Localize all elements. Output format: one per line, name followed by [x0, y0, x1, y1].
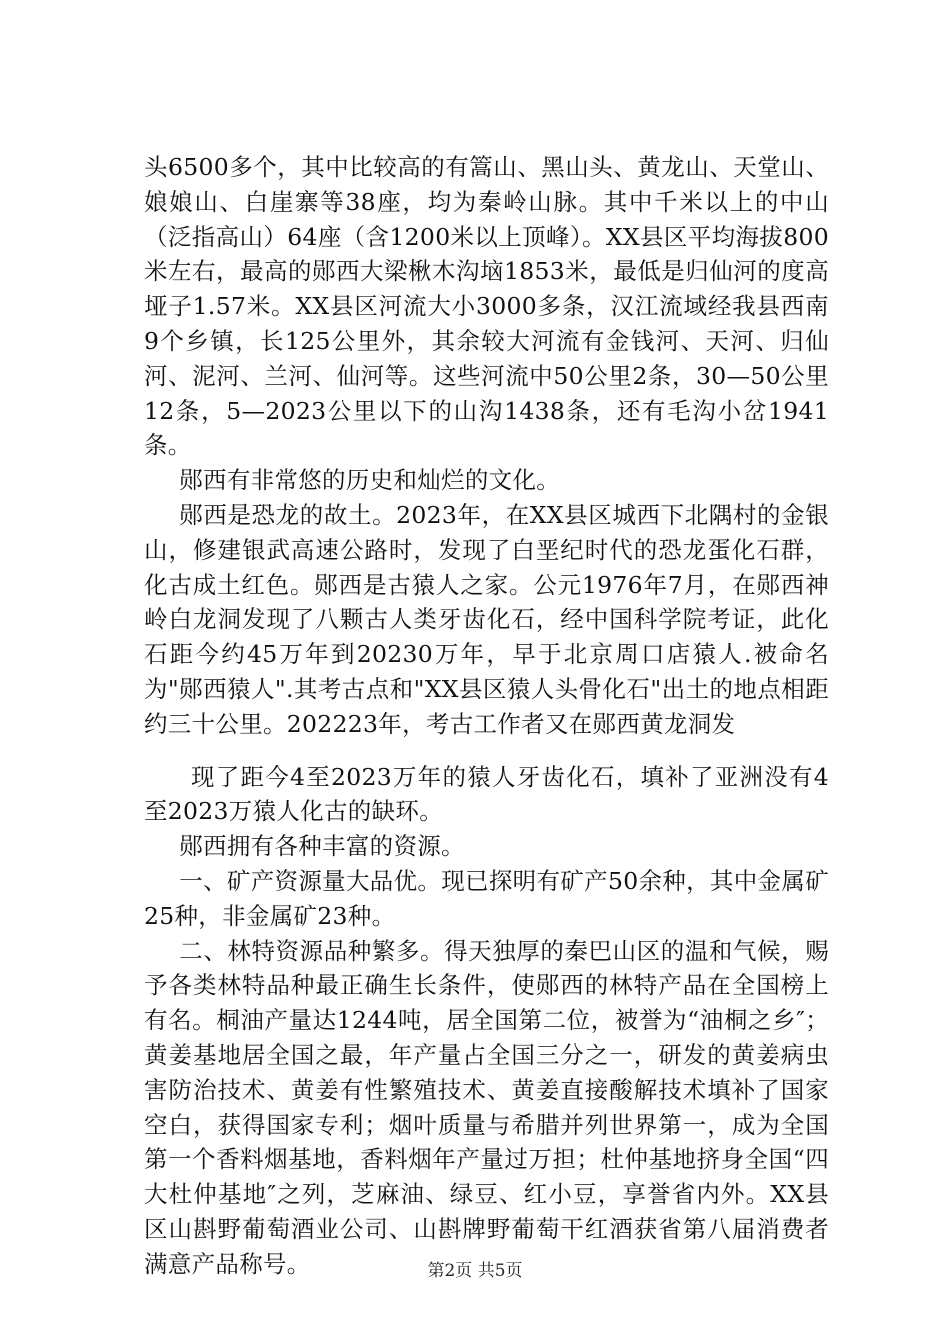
paragraph-forest-resources: 二、林特资源品种繁多。得天独厚的秦巴山区的温和气候，赐予各类林特品种最正确生长条件，使郧西的林特产品在全国榜上有名。桐油产量达1244吨，居全国第二位，被誉为“油桐之乡″；黄姜基地居全国之最，年产量占全国三分之一，研发的黄姜病虫害防治技术、黄姜有性繁殖技术、黄姜直接酸解技术填补了国家空白，获得国家专利；烟叶质量与希腊并列世界第一，成为全国第一个香料烟基地，香料烟年产量过万担；杜仲基地挤身全国“四大杜仲基地″之列，芝麻油、绿豆、红小豆，享誉省内外。XX县区山斟野葡萄酒业公司、山斟牌野葡萄干红酒获省第八届消费者满意产品称号。 [144, 936, 829, 1278]
paragraph-terrain-rivers: 头6500多个，其中比较高的有篙山、黑山头、黄龙山、天堂山、娘娘山、白崖寨等38座，均为秦岭山脉。其中千米以上的中山（泛指高山）64座（含1200米以上顶峰）。XX县区平均海拔800米左右，最高的郧西大梁楸木沟垴1853米，最低是归仙河的度高垭子1.57米。XX县区河流大小3000多条，汉江流域经我县西南9个乡镇，长125公里外，其余较大河流有金钱河、天河、归仙河、泥河、兰河、仙河等。这些河流中50公里2条，30—50公里12条，5—2023公里以下的山沟1438条，还有毛沟小岔1941条。 [144, 153, 829, 460]
paragraph-mineral-resources: 一、矿产资源量大品优。现已探明有矿产50余种，其中金属矿25种，非金属矿23种。 [144, 866, 829, 930]
paragraph-ape-teeth: 现了距今4至2023万年的猿人牙齿化石，填补了亚洲没有4至2023万猿人化古的缺环。 [144, 762, 829, 826]
document-body [144, 150, 829, 1282]
page-number-footer: 第2页 共5页 [427, 1261, 523, 1281]
paragraph-resources-intro: 郧西拥有各种丰富的资源。 [179, 832, 465, 861]
paragraph-history-intro: 郧西有非常悠的历史和灿烂的文化。 [179, 466, 561, 495]
paragraph-dinosaur-ape: 郧西是恐龙的故土。2023年，在XX县区城西下北隅村的金银山，修建银武高速公路时，发现了白垩纪时代的恐龙蛋化石群，化古成土红色。郧西是古猿人之家。公元1976年7月，在郧西神岭白龙洞发现了八颗古人类牙齿化石，经中国科学院考证，此化石距今约45万年到20230万年，早于北京周口店猿人.被命名为"郧西猿人".其考古点和"XX县区猿人头骨化石"出土的地点相距约三十公里。202223年，考古工作者又在郧西黄龙洞发 [144, 500, 829, 738]
